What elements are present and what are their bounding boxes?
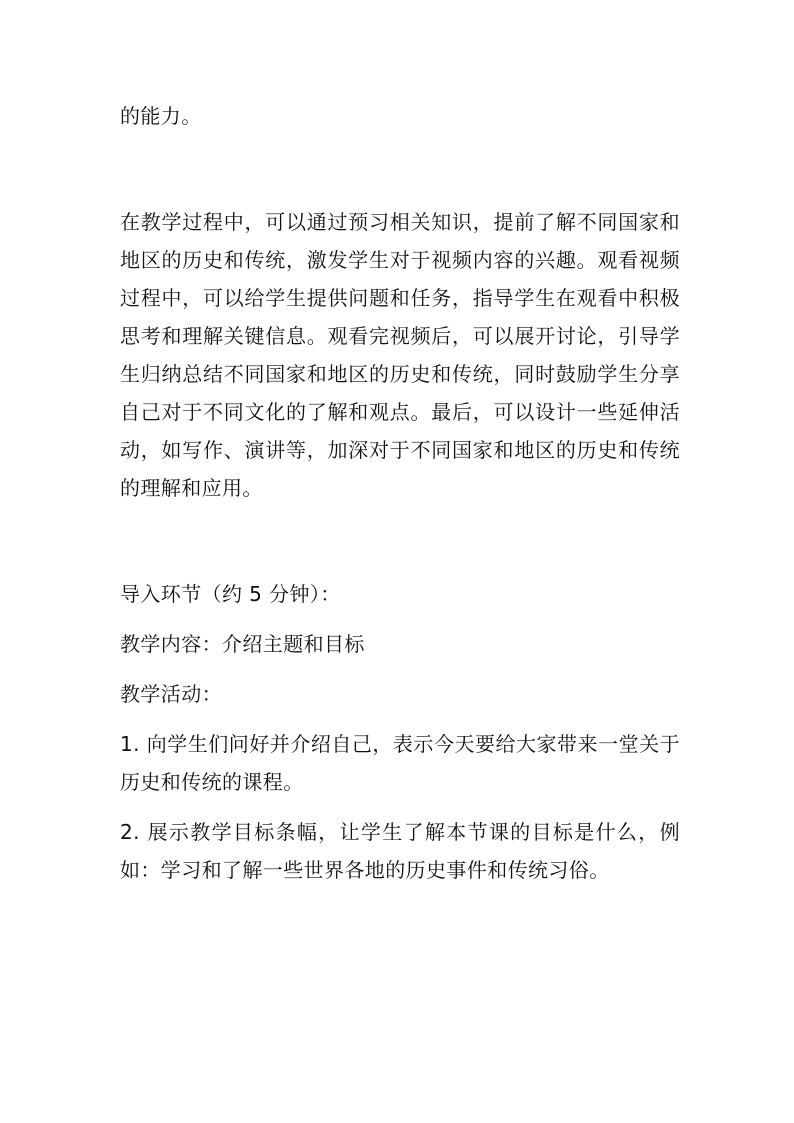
section-heading: 导入环节（约 5 分钟）： xyxy=(120,582,341,606)
teaching-content-line: 教学内容：介绍主题和目标 xyxy=(120,632,365,656)
document-body xyxy=(120,97,680,901)
paragraph-teaching-process: 在教学过程中，可以通过预习相关知识，提前了解不同国家和地区的历史和传统，激发学生对于视频内容的兴趣。观看视频过程中，可以给学生提供问题和任务，指导学生在观看中积极思考和理解关键信息。观看完视频后，可以展开讨论，引导学生归纳总结不同国家和地区的历史和传统，同时鼓励学生分享自己对于不同文化的了解和观点。最后，可以设计一些延伸活动，如写作、演讲等，加深对于不同国家和地区的历史和传统的理解和应用。 xyxy=(120,210,680,500)
teaching-activities-label: 教学活动： xyxy=(120,682,222,706)
activity-item-2: 2. 展示教学目标条幅，让学生了解本节课的目标是什么，例如：学习和了解一些世界各地的历史事件和传统习俗。 xyxy=(120,820,680,882)
activity-item-1: 1. 向学生们问好并介绍自己，表示今天要给大家带来一堂关于历史和传统的课程。 xyxy=(120,732,680,794)
paragraph-continuation: 的能力。 xyxy=(120,104,202,128)
